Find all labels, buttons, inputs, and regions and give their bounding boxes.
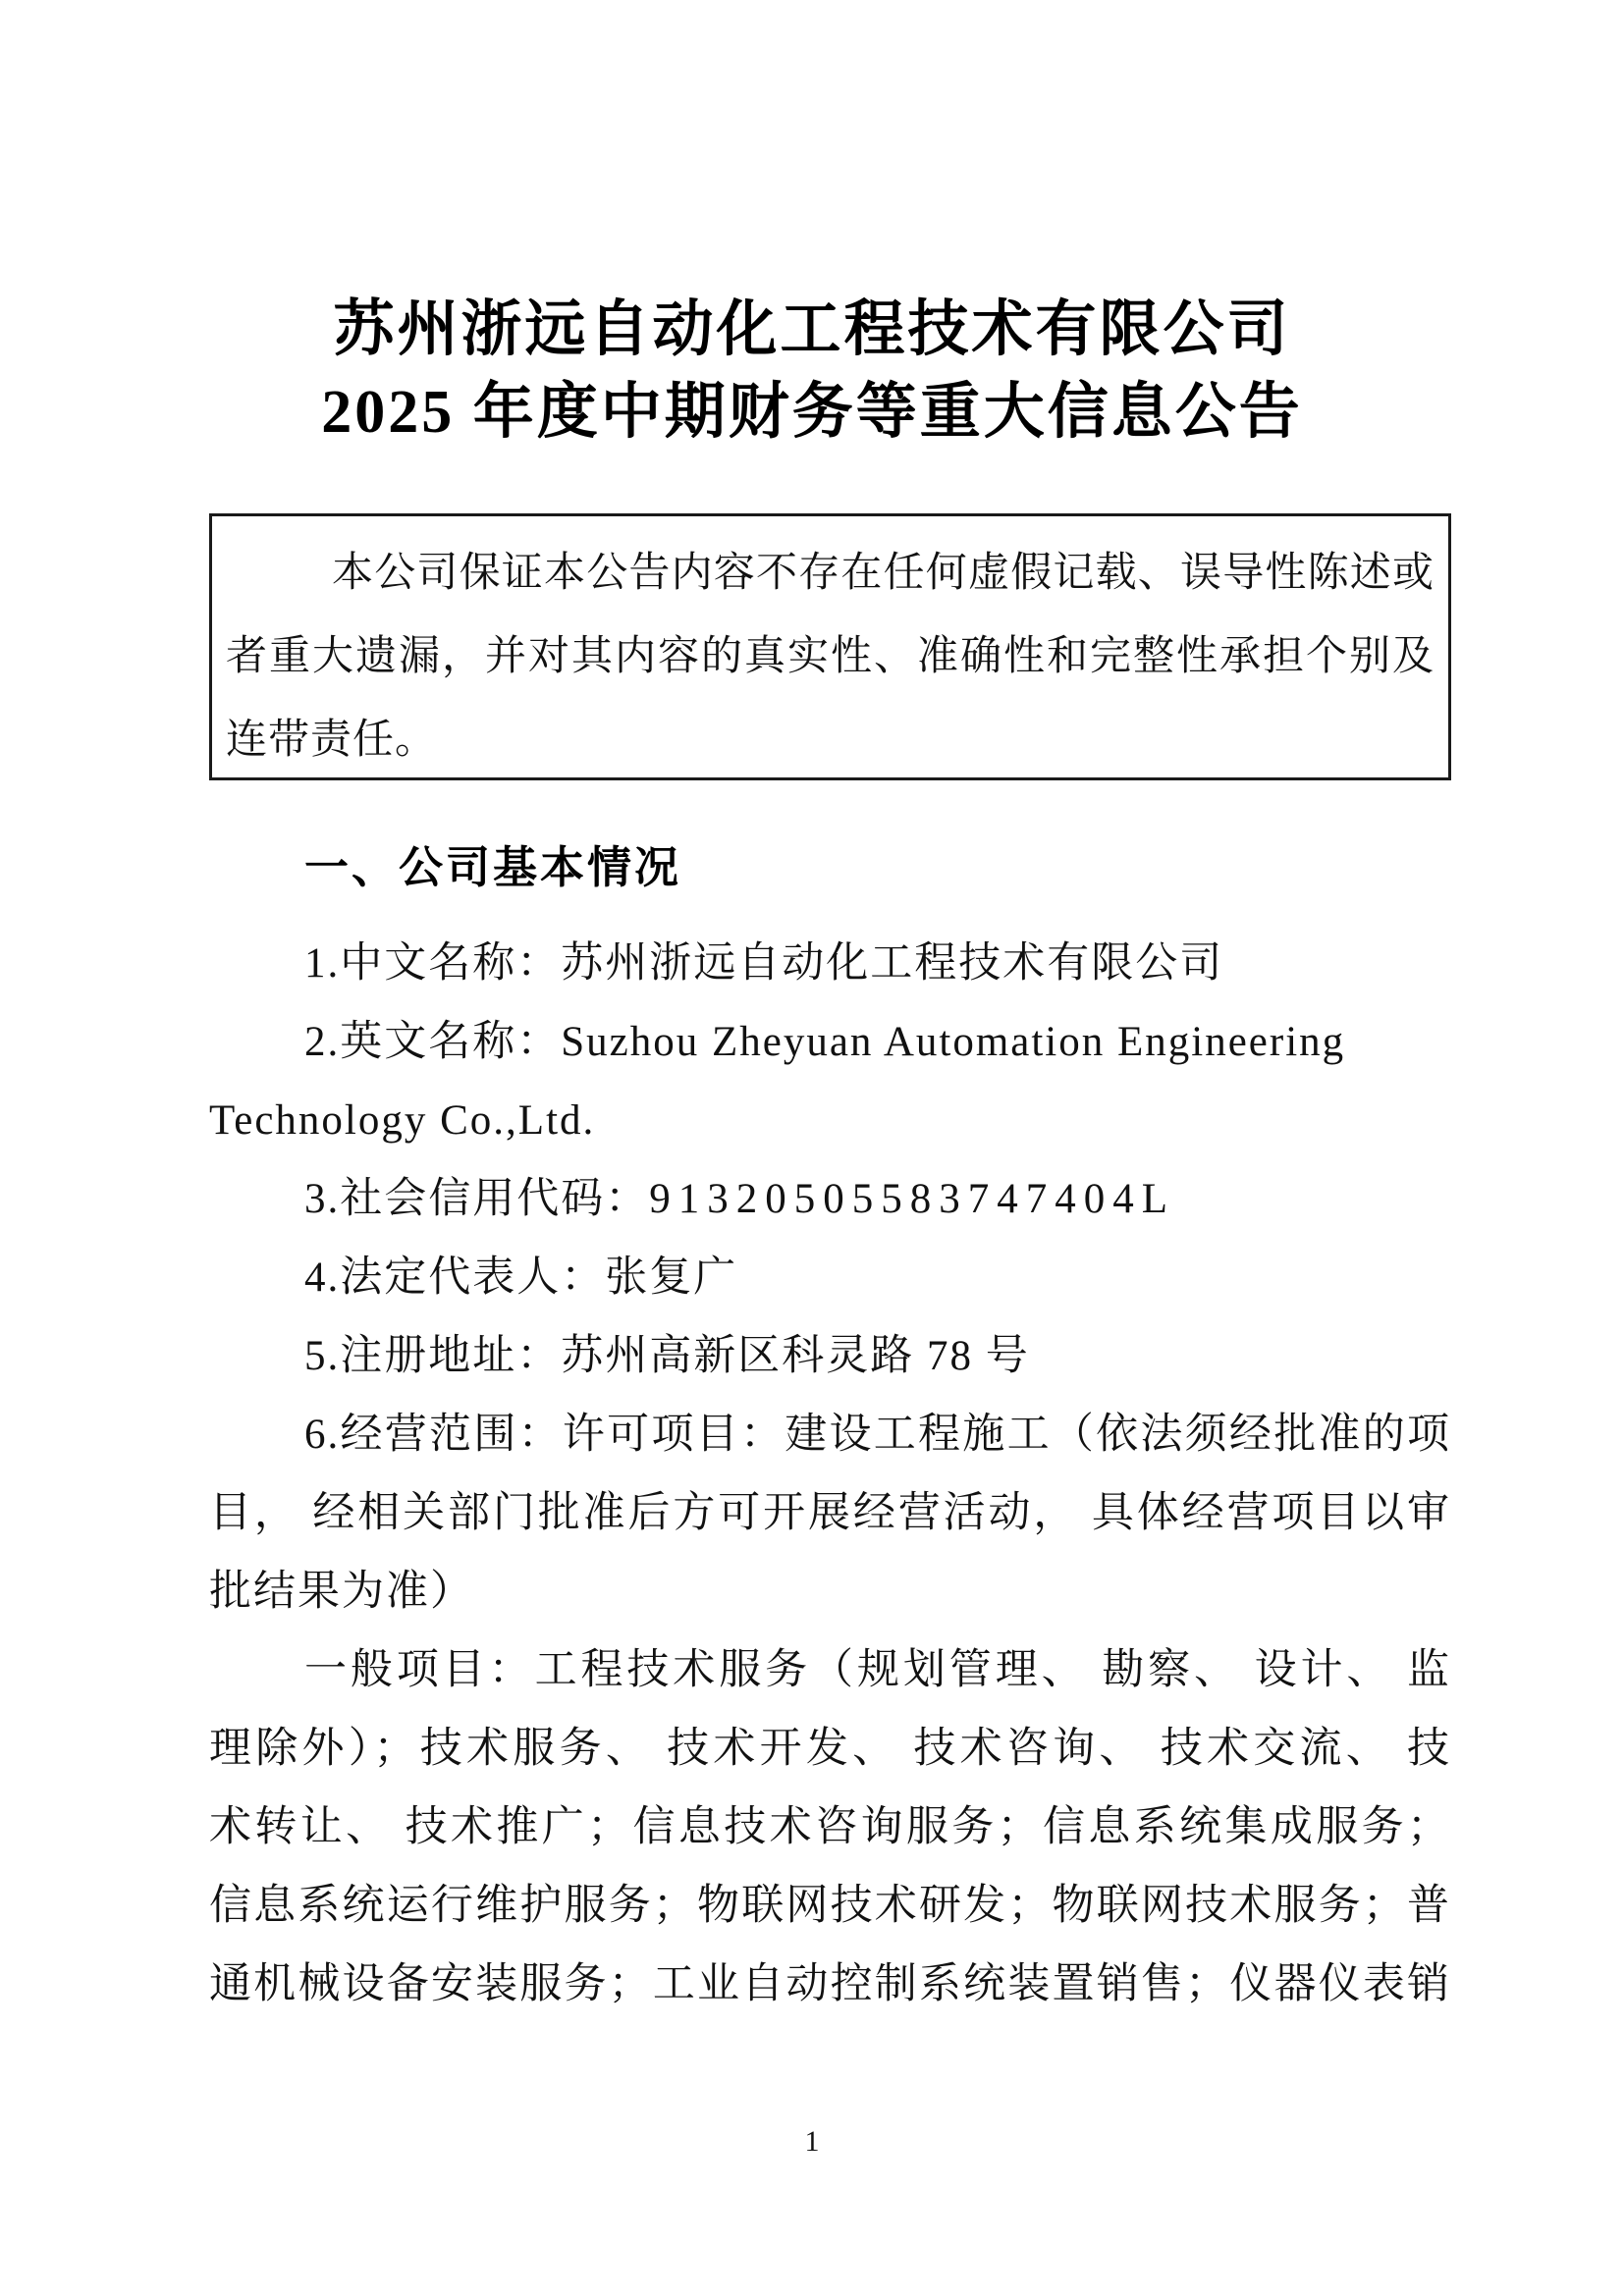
disclaimer-line: 连带责任。 — [226, 718, 438, 763]
section-heading-company-basics: 一、公司基本情况 — [304, 842, 682, 892]
disclaimer-line: 者重大遗漏，并对其内容的真实性、准确性和完整性承担个别及 — [226, 634, 1435, 679]
body-line-english-name: 2.英文名称：Suzhou Zheyuan Automation Engineering — [304, 1019, 1346, 1065]
body-line-general-items-cont: 理除外）；技术服务、 技术开发、 技术咨询、 技术交流、 技 — [209, 1726, 1451, 1772]
document-title-line1: 苏州浙远自动化工程技术有限公司 — [333, 296, 1291, 363]
body-line-credit-code — [209, 1160, 1451, 1239]
credit-code-value: 91320505583747404L — [649, 1176, 1176, 1222]
body-text — [209, 925, 1451, 2024]
body-line-general-items: 一般项目：工程技术服务（规划管理、 勘察、 设计、 监 — [304, 1647, 1451, 1693]
disclaimer-line: 本公司保证本公告内容不存在任何虚假记载、误导性陈述或 — [332, 551, 1435, 596]
body-line-general-items-cont: 通机械设备安装服务；工业自动控制系统装置销售；仪器仪表销 — [209, 1961, 1451, 2007]
page-number: 1 — [804, 2125, 820, 2158]
body-line-business-scope: 6.经营范围：许可项目：建设工程施工（依法须经批准的项 — [304, 1412, 1451, 1458]
disclaimer-box — [209, 513, 1451, 780]
body-line-business-scope-end: 批结果为准） — [209, 1569, 474, 1615]
body-line-general-items-cont: 术转让、 技术推广；信息技术咨询服务；信息系统集成服务； — [209, 1804, 1451, 1850]
body-line-business-scope-cont: 目， 经相关部门批准后方可开展经营活动， 具体经营项目以审 — [209, 1490, 1451, 1536]
body-line-legal-representative: 4.法定代表人：张复广 — [304, 1255, 738, 1301]
credit-code-label: 3.社会信用代码： — [304, 1176, 650, 1222]
body-line-english-name-cont: Technology Co.,Ltd. — [209, 1097, 596, 1144]
document-title — [0, 289, 1624, 454]
document-title-line2: 2025 年度中期财务等重大信息公告 — [321, 379, 1303, 446]
body-line-chinese-name: 1.中文名称：苏州浙远自动化工程技术有限公司 — [304, 940, 1224, 987]
body-line-general-items-cont: 信息系统运行维护服务；物联网技术研发；物联网技术服务；普 — [209, 1883, 1451, 1929]
body-line-registered-address: 5.注册地址：苏州高新区科灵路 78 号 — [304, 1333, 1030, 1379]
